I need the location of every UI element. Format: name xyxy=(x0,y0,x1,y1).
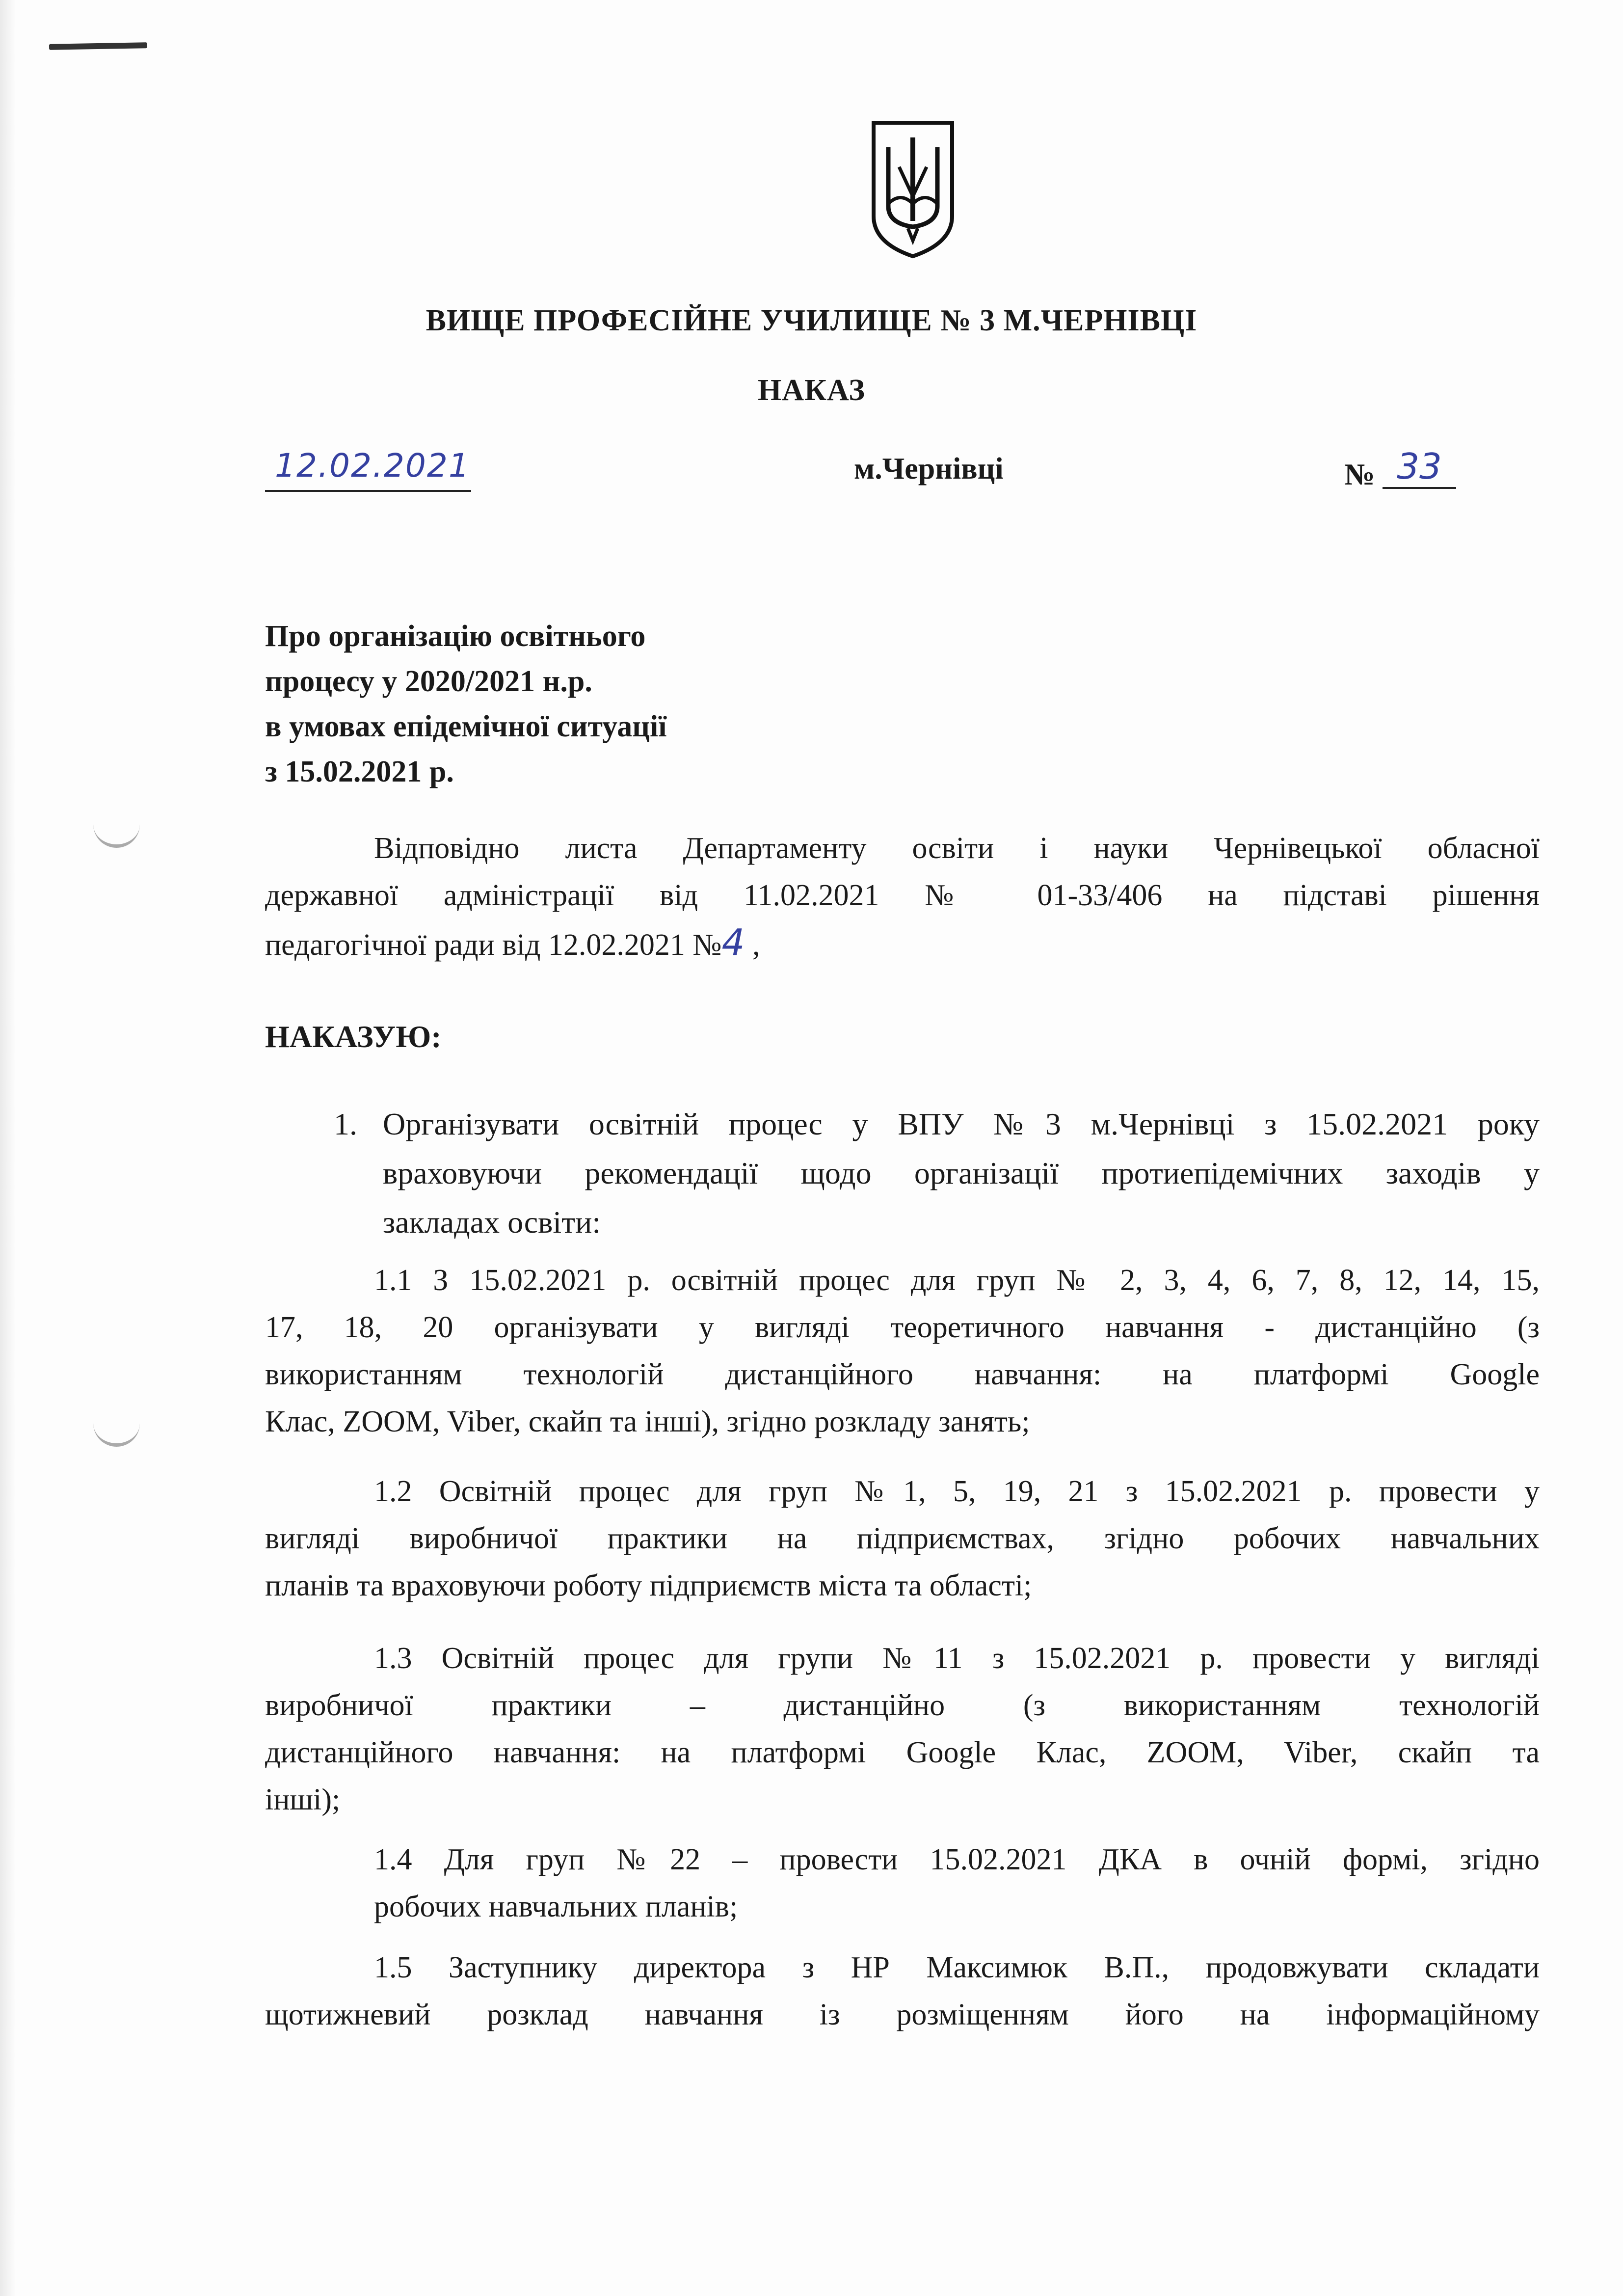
item-line: дистанційного навчання: на платформі Google Клас, ZOOM, Viber, скайп та xyxy=(265,1736,1540,1769)
item-line: 1.4 Для груп №22 – провести 15.02.2021 ДКА в очній формі, згідно xyxy=(374,1843,1540,1876)
date-line xyxy=(265,446,1476,501)
coat-of-arms-icon xyxy=(869,118,957,260)
item-line: 1.1 З 15.02.2021 р. освітній процес для груп № 2, 3, 4, 6, 7, 8, 12, 14, 15, xyxy=(374,1264,1540,1297)
staple-mark xyxy=(49,42,147,50)
order-subject xyxy=(265,614,666,794)
item-line: виробничої практики – дистанційно (з використанням технологій xyxy=(265,1689,1540,1722)
item-line: використанням технологій дистанційного навчання: на платформі Google xyxy=(265,1358,1540,1391)
subject-line: в умовах епідемічної ситуації xyxy=(265,710,667,743)
handwritten-number: 33 xyxy=(1383,446,1456,489)
preamble-line: Відповідно листа Департаменту освіти і науки Чернівецької обласної xyxy=(374,832,1540,865)
item-line: 17, 18, 20 організувати у вигляді теоретичного навчання - дистанційно (з xyxy=(265,1311,1540,1344)
item-line: 1.5 Заступнику директора з НР Максимюк В.П., продовжувати складати xyxy=(374,1951,1540,1984)
subject-line: з 15.02.2021 р. xyxy=(265,755,454,788)
subject-line: Про організацію освітнього xyxy=(265,620,646,653)
handwritten-protocol-number: 4 xyxy=(721,921,745,964)
preamble-line xyxy=(265,919,1540,969)
item-line: Клас, ZOOM, Viber, скайп та інші), згідно розкладу занять; xyxy=(265,1405,1030,1438)
preamble-text: , xyxy=(745,928,760,962)
item-line: щотижневий розклад навчання із розміщенням його на інформаційному xyxy=(265,1998,1540,2031)
order-item-1-1 xyxy=(265,1257,1540,1445)
handwritten-date: 12.02.2021 xyxy=(275,447,470,485)
scan-edge xyxy=(0,0,16,2296)
item-line: Організувати освітній процес у ВПУ №3 м.Чернівці з 15.02.2021 року xyxy=(383,1107,1540,1141)
school-name: ВИЩЕ ПРОФЕСІЙНЕ УЧИЛИЩЕ № 3 М.ЧЕРНІВЦІ xyxy=(426,304,1197,337)
order-item-1 xyxy=(334,1100,1540,1247)
order-item-1-5 xyxy=(265,1944,1540,2038)
order-item-1-3 xyxy=(265,1635,1540,1823)
city: м.Чернівці xyxy=(854,452,1004,486)
item-line: закладах освіти: xyxy=(383,1205,601,1240)
item-line: інші); xyxy=(265,1783,341,1816)
number-label: № xyxy=(1344,458,1375,491)
preamble-line: державної адміністрації від 11.02.2021 № 01-33/406 на підставі рішення xyxy=(265,879,1540,912)
list-marker: 1. xyxy=(334,1107,357,1141)
order-item-1-2 xyxy=(265,1468,1540,1609)
order-word: НАКАЗУЮ: xyxy=(265,1019,442,1054)
punch-hole xyxy=(93,1414,140,1447)
date-underline xyxy=(265,490,471,492)
item-line: робочих навчальних планів; xyxy=(374,1890,738,1923)
subject-line: процесу у 2020/2021 н.р. xyxy=(265,665,592,698)
order-item-1-4 xyxy=(265,1836,1540,1930)
order-number xyxy=(1344,446,1456,495)
item-line: враховуючи рекомендації щодо організації протиепідемічних заходів у xyxy=(383,1156,1540,1190)
item-line: 1.3 Освітній процес для групи №11 з 15.02.2021 р. провести у вигляді xyxy=(374,1642,1540,1675)
item-line: вигляді виробничої практики на підприємствах, згідно робочих навчальних xyxy=(265,1522,1540,1555)
item-line: 1.2 Освітній процес для груп №1, 5, 19, 21 з 15.02.2021 р. провести у xyxy=(374,1475,1540,1508)
preamble xyxy=(265,825,1540,969)
preamble-text: педагогічної ради від 12.02.2021 № xyxy=(265,928,722,962)
item-line: планів та враховуючи роботу підприємств міста та області; xyxy=(265,1569,1032,1602)
document-type: НАКАЗ xyxy=(758,374,865,407)
punch-hole xyxy=(93,815,140,848)
